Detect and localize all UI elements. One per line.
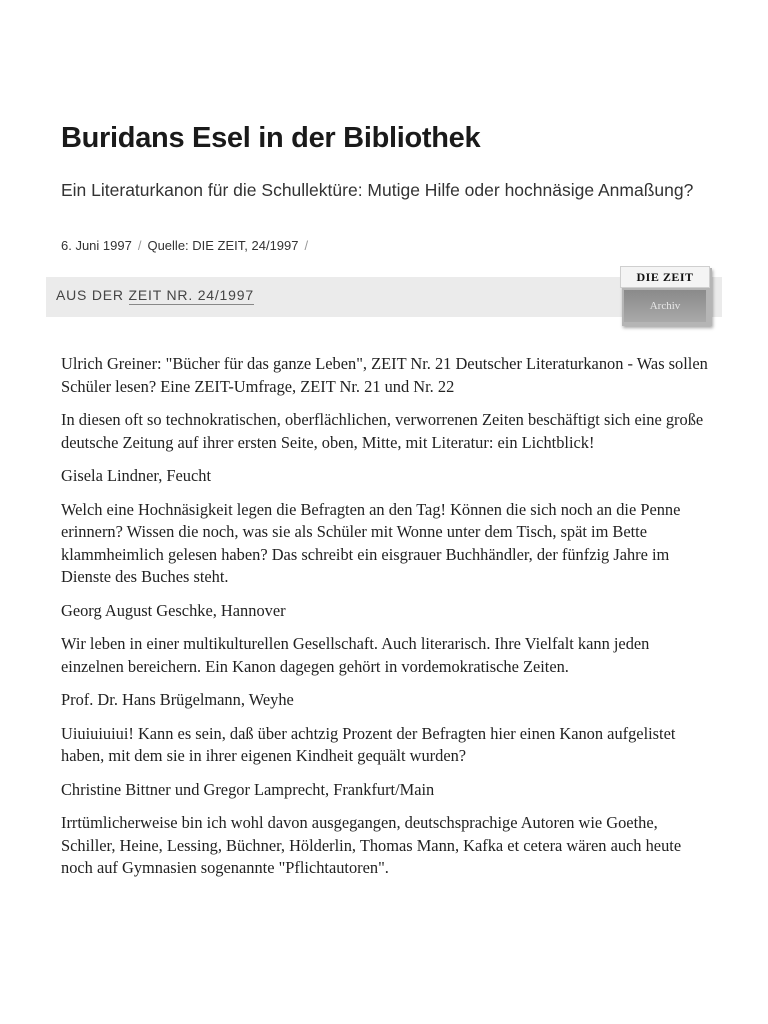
article-subtitle: Ein Literaturkanon für die Schullektüre: Mutige Hilfe oder hochnäsige Anmaßung? [61, 180, 694, 200]
meta-separator: / [137, 238, 142, 253]
article-title: Buridans Esel in der Bibliothek [61, 122, 481, 154]
issue-link[interactable]: ZEIT NR. 24/1997 [128, 287, 254, 303]
issue-prefix: AUS DER [56, 287, 129, 303]
body-paragraph: Ulrich Greiner: "Bücher für das ganze Leben", ZEIT Nr. 21 Deutscher Literaturkanon - Was sollen Schüler lesen? Eine ZEIT-Umfrage, ZEIT Nr. 21 und Nr. 22 [61, 354, 708, 396]
archiv-label: Archiv [624, 290, 706, 322]
article-body [61, 353, 711, 891]
body-paragraph: Uiuiuiuiui! Kann es sein, daß über achtzig Prozent der Befragten hier einen Kanon aufgelistet haben, mit dem sie in ihrer eigenen Kindheit gequält wurden? [61, 723, 676, 765]
letter-author: Gisela Lindner, Feucht [61, 466, 212, 485]
meta-separator: / [304, 238, 309, 253]
letter-author: Georg August Geschke, Hannover [61, 600, 286, 620]
letter-author: Prof. Dr. Hans Brügelmann, Weyhe [61, 690, 294, 709]
body-paragraph: Welch eine Hochnäsigkeit legen die Befragten an den Tag! Können die sich noch an die Penne erinnern? Wissen die noch, was sie als Schüler mit Wonne unter dem Tisch, spät im Bette klammheimlich gelesen haben? Das schreibt ein eisgrauer Buchhändler, der fünfzig Jahre im Dienste des Buches steht. [61, 499, 681, 586]
body-paragraph: In diesen oft so technokratischen, oberflächlichen, verworrenen Zeiten beschäftigt sich eine große deutsche Zeitung auf ihrer ersten Seite, oben, Mitte, mit Literatur: ein Lichtblick! [61, 410, 704, 452]
letter-author: Christine Bittner und Gregor Lamprecht, Frankfurt/Main [61, 779, 435, 799]
body-paragraph: Wir leben in einer multikulturellen Gesellschaft. Auch literarisch. Ihre Vielfalt kann jeden einzelnen bereichern. Ein Kanon dagegen gehört in vordemokratische Zeiten. [61, 634, 650, 676]
zeit-archiv-badge[interactable] [620, 266, 712, 328]
article-date: 6. Juni 1997 [61, 238, 132, 253]
issue-label [56, 287, 254, 303]
body-paragraph: Irrtümlicherweise bin ich wohl davon ausgegangen, deutschsprachige Autoren wie Goethe, Schiller, Heine, Lessing, Büchner, Hölderlin, Thomas Mann, Kafka et cetera wären auch heute noch auf Gymnasien sogenannte "Pflichtautoren". [61, 813, 682, 877]
article-source: Quelle: DIE ZEIT, 24/1997 [147, 238, 299, 253]
zeit-masthead-logo: DIE ZEIT [620, 266, 710, 288]
article-meta [61, 237, 308, 255]
